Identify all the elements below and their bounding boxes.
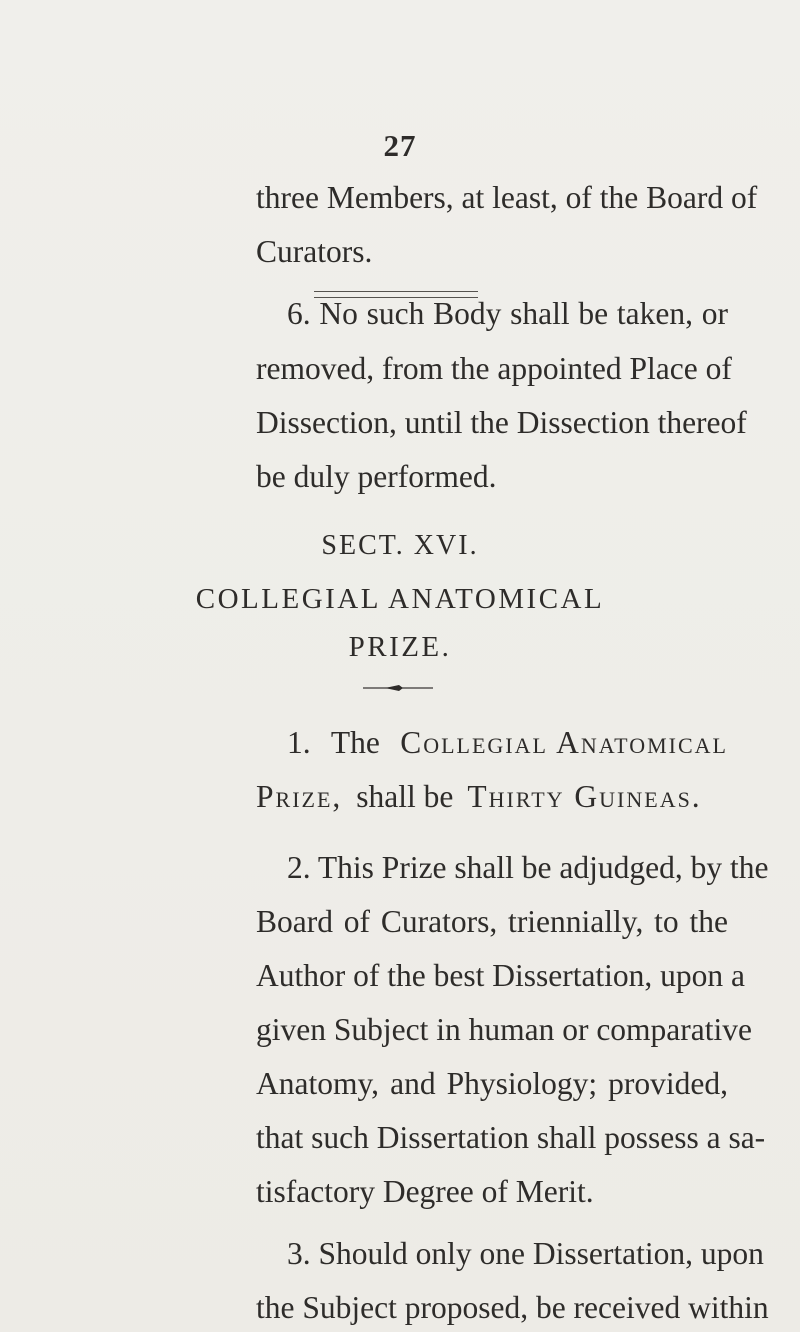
text-line: three Members, at least, of the Board of — [256, 180, 758, 215]
paragraph-number: 1. — [287, 725, 311, 760]
text-line: Curators. — [256, 234, 373, 269]
text-line: removed, from the appointed Place of — [256, 351, 732, 386]
text-line: Author of the best Dissertation, upon a — [256, 958, 746, 993]
text-line: 6. No such Body shall be taken, or — [287, 296, 728, 331]
text-line: 3. Should only one Dissertation, upon — [287, 1236, 764, 1271]
paragraph-text: The — [330, 725, 380, 760]
section-heading: SECT. XVI. — [321, 530, 479, 561]
text-line: Anatomy, and Physiology; provided, — [256, 1066, 728, 1101]
prize-amount: Thirty Guineas. — [467, 779, 702, 814]
paragraph-1-line-2 — [256, 781, 728, 813]
section-title-line-1: COLLEGIAL ANATOMICAL — [195, 583, 605, 615]
text-line: the Subject proposed, be received within — [256, 1290, 769, 1325]
text-line: 2. This Prize shall be adjudged, by the — [287, 850, 769, 885]
prize-word: Prize, — [256, 779, 343, 814]
text-line: Board of Curators, triennially, to the — [256, 904, 728, 939]
section-divider-rule — [314, 291, 478, 298]
ornament-rule-icon — [363, 684, 433, 692]
paragraph-1-line-1 — [287, 727, 728, 759]
prize-name: Collegial Anatomical — [400, 725, 728, 760]
paragraph-text: shall be — [356, 779, 454, 814]
page-number: 27 — [383, 128, 417, 163]
text-line: Dissection, until the Dissection thereof — [256, 405, 747, 440]
section-title-line-2: PRIZE. — [348, 631, 452, 663]
text-line: be duly performed. — [256, 459, 497, 494]
text-line: that such Dissertation shall possess a sa- — [256, 1120, 766, 1155]
text-line: given Subject in human or comparative — [256, 1012, 752, 1047]
text-line: tisfactory Degree of Merit. — [256, 1174, 594, 1209]
